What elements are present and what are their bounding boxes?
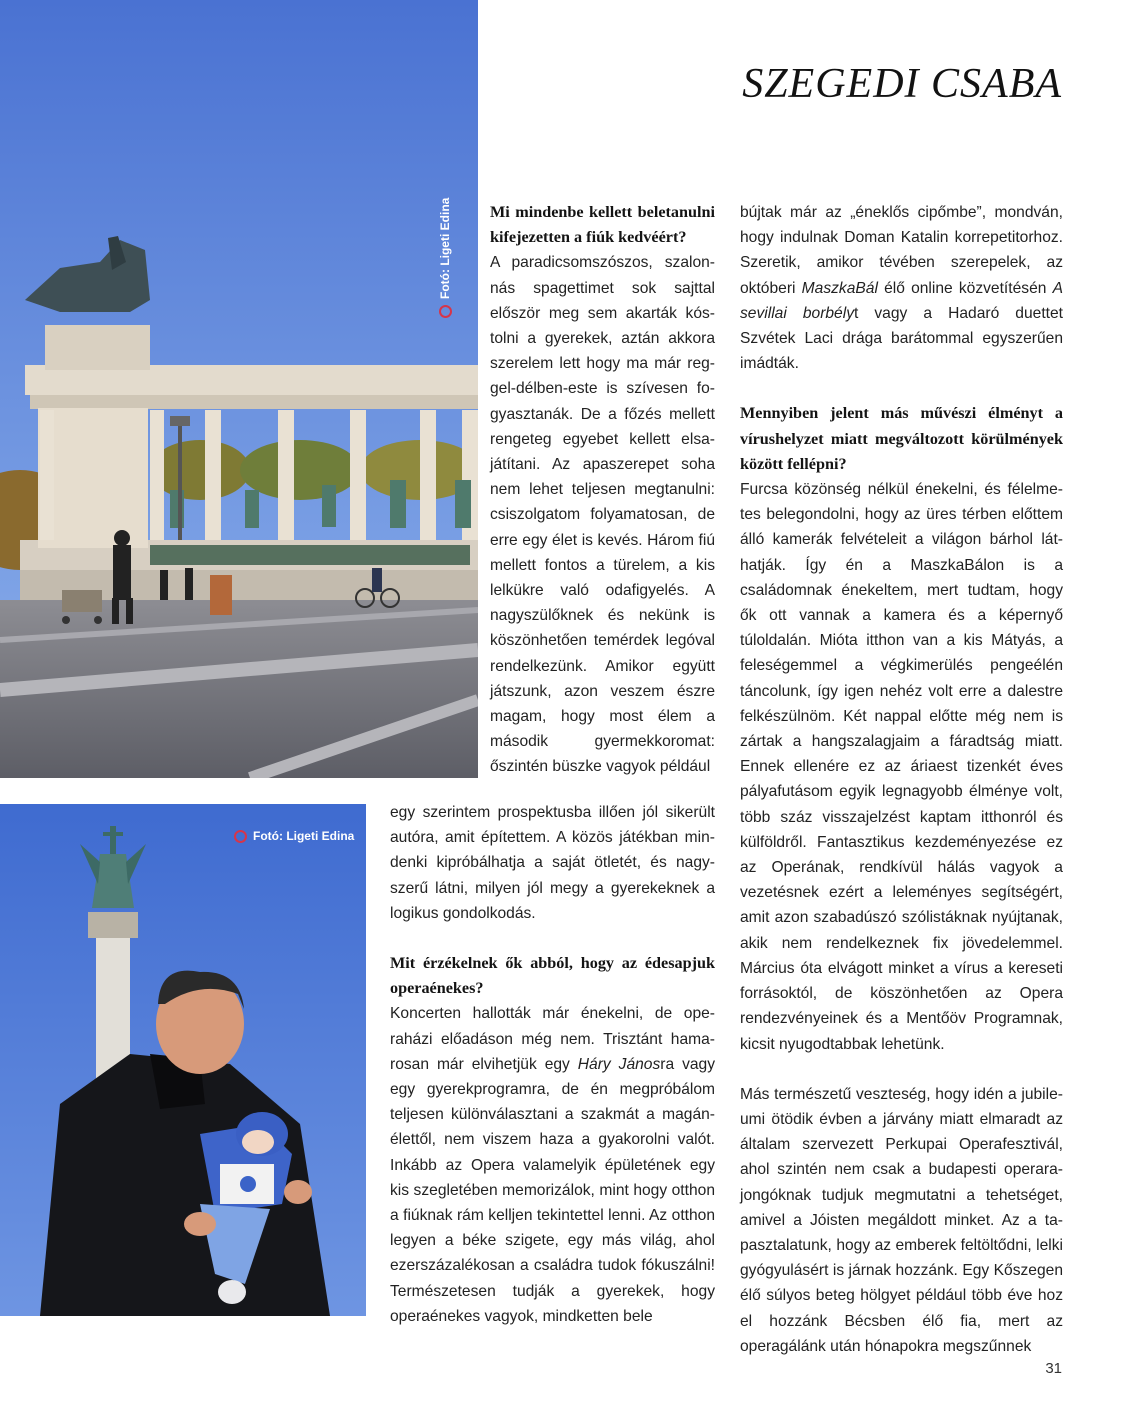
question-3: Mennyiben jelent más művészi élményt a vírushelyzet miatt megváltozott körülmények között fellépni? xyxy=(740,404,1063,473)
photo-heroes-square-colonnade xyxy=(0,0,478,778)
column-2 xyxy=(740,200,1063,1359)
answer-2-cont-part2: élő online közvetítésén xyxy=(877,279,1053,297)
page-number: 31 xyxy=(1045,1360,1062,1377)
column-1-lower xyxy=(390,800,715,1329)
column-1-upper xyxy=(490,200,715,780)
answer-2-part1: Koncerten hallották már énekelni, de operaházi előadáson még nem. Trisztánt hamarosan már elvihetjük egy xyxy=(390,1005,715,1073)
colonnade-illustration xyxy=(0,0,478,778)
answer-2 xyxy=(390,1001,715,1329)
answer-1-bottom: egy szerintem prospektusba illően jól sikerült autóra, amit építettem. A közös játékban mindenki kipróbálhatja a saját ötletét, és nagyszerű látni, milyen jól megy a gyerekeknek a logikus gondolkodás. xyxy=(390,804,715,922)
answer-2-continued xyxy=(740,200,1063,376)
answer-2-part2: ra vagy egy gyerekprogramra, de én megpróbálom teljesen különválasztani a szakmát a magánélettől, nem viszem haza a gyakorolni valót. Inkább az Opera valamelyik épületének egy kis szegletében memorizálok, mint hogy otthon a fiúknak rám kelljen tekintettel lenni. Az otthon legyen a béke szigete, egy más világ, ahol ezerszázalékosan a családra tudok fókuszálni! Természetesen tudják a gyerekek, hogy operaénekes vagyok, mindketten bele xyxy=(390,1055,716,1325)
question-2: Mit érzékelnek ők abból, hogy az édesapjuk operaénekes? xyxy=(390,954,715,998)
answer-4: Más természetű veszteség, hogy idén a jubileumi ötödik évben a járvány miatt elmaradt az általam szervezett Perkupai Operafesztivál, ahol szintén nem csak a budapesti operarajongóknak tudjuk megmutatni a tehetséget, amivel a Jóisten megáldott minket. Az a tapasztalatunk, hogy az emberek feltöltődni, lelki gyógyulásért is járnak hozzánk. Egy Kőszegen élő súlyos beteg hölgyet például több éve hoz el hozzánk Bécsben élő fia, mert az operagálánk után hónapokra megszűnnek xyxy=(740,1085,1063,1355)
photo-credit-top-text: Fotó: Ligeti Edina xyxy=(438,197,452,299)
photo-credit-bottom-text: Fotó: Ligeti Edina xyxy=(253,829,355,843)
credit-ring-icon xyxy=(234,830,247,843)
answer-2-cont-part1: bújtak már az „éneklős cipőmbe”, mondván, hogy indulnak Doman Katalin korrepetitorhoz. Szeretik, amikor tévében szerepelek, az októberi xyxy=(740,204,1063,297)
answer-2-cont-part3: t vagy a Hadaró duettet Szvétek Laci drága barátommal egyszerűen imádták. xyxy=(740,304,1063,373)
photo-father-with-baby xyxy=(0,804,366,1316)
answer-2-italic: Háry János xyxy=(577,1055,661,1073)
answer-3: Furcsa közönség nélkül énekelni, és félelmetes belegondolni, hogy az üres térben előttem álló kamerák felvételeit a világon bárhol láthatják. Így én a MaszkaBálon is a családomnak énekeltem, mert tudtam, hogy ők ott vannak a kamera és a képernyő túloldalán. Mióta itthon van a kis Mátyás, a feleségemmel a végkimerülés pengeélén táncolunk, így igen nehéz volt erre a dalestre felkészülnöm. Két nappal előtte még nem is zártak a hangszalagjaim a fáradtság miatt. Ennek ellenére ez az áriaest tizenkét éves pályafutásom egyik legnagyobb élménye volt, több száz visszajelzést kaptam itthonról és külföldről. Fantasztikus kezdeményezése ez az Operának, rendkívül hálás vagyok a vezetésnek ezért a leleményes segítségért, amit azon szabadúszó szólistáknak nyújtanak, akik nem rendelkeznek fix jövedelemmel. Március óta elvágott minket a vírus a kereseti forrásoktól, de köszönhetően az Opera rendezvényeinek és a Mentőöv Programnak, kicsit nyugodtabbak lehetünk. xyxy=(740,481,1063,1053)
page-title: SZEGEDI CSABA xyxy=(742,61,1062,107)
question-1: Mi mindenbe kellett beletanulni kifejezetten a fiúk kedvéért? xyxy=(490,203,715,247)
answer-2-cont-italic2: A sevillai borbély xyxy=(740,279,1063,322)
answer-1-top: A paradicsomszószos, szalonnás spagettimet sok sajttal először meg sem akarták kóstolni a gyerekek, aztán akkora szerelem lett hogy ma már reggel-délben-este is szívesen fogyasztanák. De a főzés mellett rengeteg egyebet kellett elsajátítani. Az apaszerepet soha nem lehet teljesen megtanulni: csiszolgatom folyamatosan, de erre egy élet is kevés. Három fiú mellett fontos a türelem, a kis lelkükre való odafigyelés. A nagyszülőknek és nekünk is köszönhetően temérdek legóval rendelkezünk. Amikor együtt játszunk, azon veszem észre magam, hogy most élem a második gyermekkoromat: őszintén büszke vagyok például xyxy=(490,254,715,776)
photo-credit-bottom xyxy=(234,829,354,843)
answer-2-cont-italic1: MaszkaBál xyxy=(801,279,878,297)
father-baby-illustration xyxy=(0,804,366,1316)
photo-credit-top xyxy=(438,198,452,318)
credit-ring-icon xyxy=(439,305,452,318)
